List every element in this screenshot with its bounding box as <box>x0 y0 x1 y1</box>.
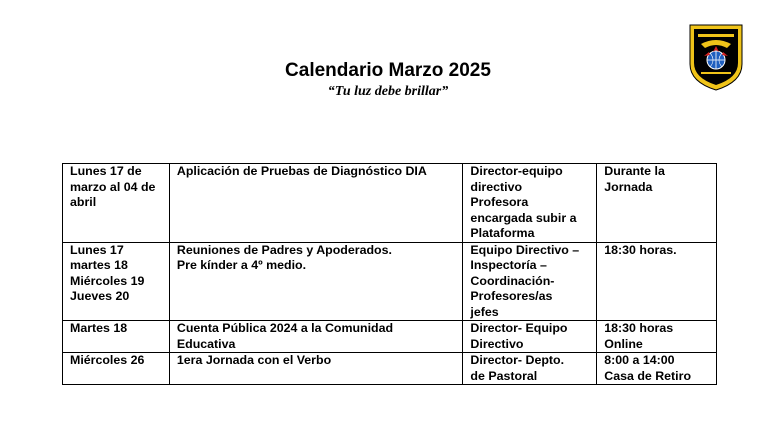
table-row <box>63 242 717 321</box>
time-cell-line: 18:30 horas <box>604 321 674 335</box>
responsible-cell-line: Profesores/as <box>470 289 553 303</box>
responsible-cell <box>463 321 597 353</box>
activity-cell-line: Educativa <box>176 336 236 351</box>
time-cell-line: Casa de Retiro <box>604 368 692 383</box>
date-cell-line: Miércoles 26 <box>70 353 145 367</box>
time-cell <box>597 242 717 321</box>
time-cell-line: Durante la <box>604 164 665 178</box>
responsible-cell-line: Directivo <box>470 336 524 351</box>
responsible-cell-line: Inspectoría – <box>470 258 547 272</box>
activity-cell <box>169 321 463 353</box>
time-cell-line: 18:30 horas. <box>604 242 677 257</box>
activity-cell-line: Cuenta Pública 2024 a la Comunidad <box>176 321 394 335</box>
responsible-cell-line: Profesora <box>470 195 529 209</box>
activity-cell <box>169 242 463 321</box>
responsible-cell <box>463 242 597 321</box>
responsible-cell-line: encargada subir a <box>470 210 577 225</box>
date-cell-line: abril <box>70 195 97 209</box>
responsible-cell-line: Director-equipo <box>470 164 563 178</box>
table-row <box>63 321 717 353</box>
activity-cell <box>169 353 463 385</box>
time-cell <box>597 353 717 385</box>
date-cell-line: martes 18 <box>70 258 128 272</box>
date-cell-line: Jueves 20 <box>70 289 130 303</box>
responsible-cell-line: de Pastoral <box>470 368 538 383</box>
page-title: Calendario Marzo 2025 <box>285 60 491 81</box>
responsible-cell <box>463 164 597 243</box>
responsible-cell-line: Plataforma <box>470 226 535 240</box>
date-cell <box>63 242 170 321</box>
responsible-cell <box>463 353 597 385</box>
table-row <box>63 164 717 243</box>
activity-cell <box>169 164 463 243</box>
activity-cell-line: Pre kínder a 4º medio. <box>176 258 307 272</box>
date-cell-line: Lunes 17 de <box>70 164 142 178</box>
responsible-cell-line: Coordinación- <box>470 273 555 288</box>
responsible-cell-line: Equipo Directivo – <box>470 242 580 257</box>
responsible-cell-line: jefes <box>470 304 499 319</box>
time-cell-line: 8:00 a 14:00 <box>604 353 675 367</box>
page-subtitle: “Tu luz debe brillar” <box>327 84 449 99</box>
date-cell-line: Miércoles 19 <box>70 273 145 288</box>
responsible-cell-line: Director- Equipo <box>470 321 568 335</box>
date-cell-line: Martes 18 <box>70 321 128 335</box>
time-cell-line: Jornada <box>604 179 653 194</box>
responsible-cell-line: Director- Depto. <box>470 353 565 367</box>
table-row <box>63 353 717 385</box>
date-cell <box>63 321 170 353</box>
time-cell-line: Online <box>604 336 643 351</box>
date-cell-line: Lunes 17 <box>70 242 124 257</box>
responsible-cell-line: directivo <box>470 179 523 194</box>
date-cell-line: marzo al 04 de <box>70 179 156 194</box>
time-cell <box>597 164 717 243</box>
activity-cell-line: 1era Jornada con el Verbo <box>176 353 332 367</box>
time-cell <box>597 321 717 353</box>
date-cell <box>63 164 170 243</box>
calendar-table <box>62 163 717 385</box>
activity-cell-line: Reuniones de Padres y Apoderados. <box>176 242 392 257</box>
school-shield-logo-icon <box>687 22 745 92</box>
activity-cell-line: Aplicación de Pruebas de Diagnóstico DIA <box>176 164 427 178</box>
date-cell <box>63 353 170 385</box>
